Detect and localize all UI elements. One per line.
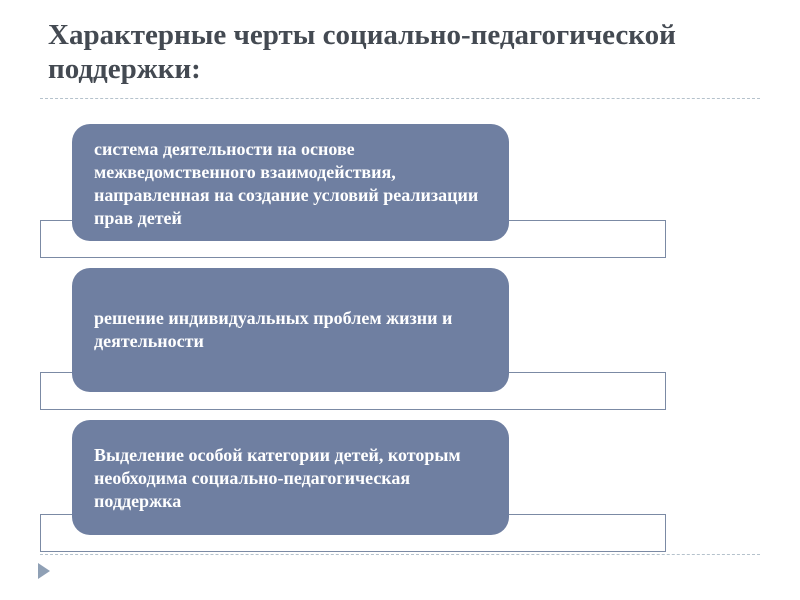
block-3-box: [72, 420, 509, 535]
block-3-text: Выделение особой категории детей, которым необходима социально-педагогическая поддержка: [94, 445, 461, 511]
top-divider: [40, 98, 760, 99]
block-2-text: решение индивидуальных проблем жизни и деятельности: [94, 308, 453, 351]
slide-title: Характерные черты социально-педагогической поддержки:: [48, 19, 676, 85]
block-1-text: система деятельности на основе межведомственного взаимодействия, направленная на создание условий реализации прав детей: [94, 139, 479, 228]
block-2-box: [72, 268, 509, 392]
block-1-box: [72, 124, 509, 241]
triangle-right-icon[interactable]: [38, 563, 50, 579]
bottom-divider: [40, 554, 760, 555]
